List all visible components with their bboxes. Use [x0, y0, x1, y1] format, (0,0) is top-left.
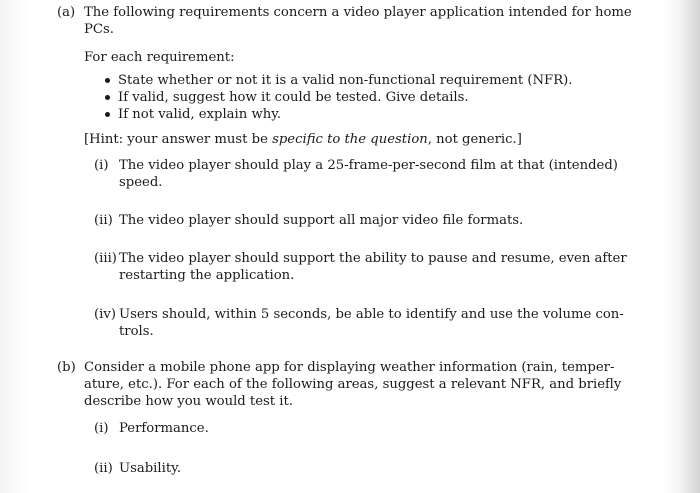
requirement-text: The video player should support all major video file formats. [119, 213, 524, 228]
requirement-text-cont: speed. [119, 175, 163, 190]
requirement-label: (iii) [94, 251, 117, 266]
area-text: Usability. [119, 461, 182, 476]
part-b-label: (b) [57, 360, 76, 375]
area-label: (ii) [94, 461, 113, 476]
part-a-intro-line2: PCs. [84, 22, 114, 37]
requirement-text-cont: restarting the application. [119, 268, 295, 283]
area-text: Performance. [119, 421, 209, 436]
for-each-requirement: For each requirement: [84, 50, 235, 65]
requirement-text: Users should, within 5 seconds, be able to identify and use the volume con- [119, 307, 624, 322]
criteria-item: State whether or not it is a valid non-functional requirement (NFR). [105, 72, 572, 89]
requirement-text: The video player should play a 25-frame-per-second film at that (intended) [119, 158, 618, 173]
page-edge-shadow [678, 0, 700, 493]
area-label: (i) [94, 421, 109, 436]
part-b-line3: describe how you would test it. [84, 394, 293, 409]
requirement-label: (i) [94, 158, 109, 173]
part-b-line2: ature, etc.). For each of the following areas, suggest a relevant NFR, and briefly [84, 377, 622, 392]
requirement-text: The video player should support the ability to pause and resume, even after [119, 251, 627, 266]
requirement-label: (iv) [94, 307, 116, 322]
criteria-list [105, 72, 572, 123]
part-a-label: (a) [57, 5, 76, 20]
part-a-intro-line1: The following requirements concern a video player application intended for home [84, 5, 632, 20]
requirement-text-cont: trols. [119, 324, 154, 339]
criteria-item: If not valid, explain why. [105, 106, 572, 123]
criteria-item: If valid, suggest how it could be tested. Give details. [105, 89, 572, 106]
hint-text: [Hint: your answer must be specific to the question, not generic.] [84, 132, 522, 147]
part-b-line1: Consider a mobile phone app for displaying weather information (rain, temper- [84, 360, 615, 375]
requirement-label: (ii) [94, 213, 113, 228]
